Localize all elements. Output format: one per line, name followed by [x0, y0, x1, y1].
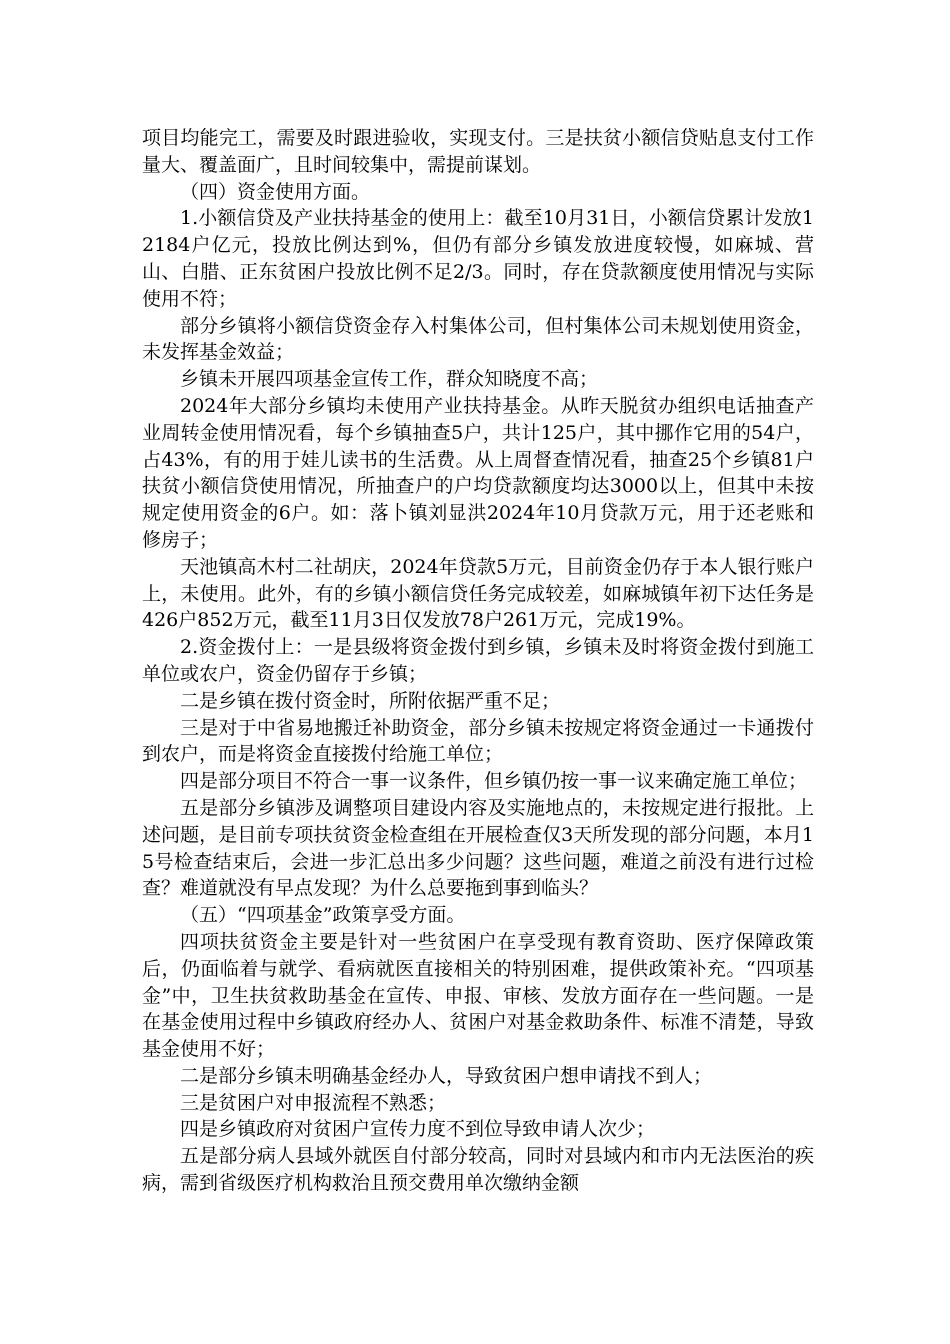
- body-paragraph: 乡镇未开展四项基金宣传工作，群众知晓度不高；: [180, 368, 599, 391]
- body-paragraph: 部分乡镇将小额信贷资金存入村集体公司，但村集体公司未规划使用资金，未发挥基金效益；: [142, 314, 814, 364]
- body-paragraph: 天池镇高木村二社胡庆，2024年贷款5万元，目前资金仍存于本人银行账户上，未使用。此外，有的乡镇小额信贷任务完成较差，如麻城镇年初下达任务是426户852万元，截至11月3日仅发放78户261万元，完成19%。: [142, 555, 814, 632]
- document-body: [142, 125, 814, 1197]
- body-paragraph: 二是部分乡镇未明确基金经办人，导致贫困户想申请找不到人；: [180, 1064, 713, 1087]
- body-paragraph: 四是乡镇政府对贫困户宣传力度不到位导致申请人次少；: [180, 1118, 656, 1141]
- body-paragraph: 1.小额信贷及产业扶持基金的使用上：截至10月31日，小额信贷累计发放12184户亿元，投放比例达到%，但仍有部分乡镇发放进度较慢，如麻城、营山、白腊、正东贫困户投放比例不足2/3。同时，存在贷款额度使用情况与实际使用不符；: [142, 207, 814, 310]
- body-paragraph: 项目均能完工，需要及时跟进验收，实现支付。三是扶贫小额信贷贴息支付工作量大、覆盖面广，且时间较集中，需提前谋划。: [142, 127, 814, 176]
- body-paragraph: 2.资金拨付上：一是县级将资金拨付到乡镇，乡镇未及时将资金拨付到施工单位或农户，资金仍留存于乡镇；: [142, 636, 814, 685]
- body-paragraph: （五）“四项基金”政策享受方面。: [180, 904, 466, 927]
- body-paragraph: 三是贫困户对申报流程不熟悉；: [180, 1091, 447, 1114]
- body-paragraph: 二是乡镇在拨付资金时，所附依据严重不足；: [180, 689, 561, 712]
- body-paragraph: 四是部分项目不符合一事一议条件，但乡镇仍按一事一议来确定施工单位；: [180, 770, 808, 793]
- body-paragraph: 三是对于中省易地搬迁补助资金，部分乡镇未按规定将资金通过一卡通拨付到农户，而是将资金直接拨付给施工单位；: [142, 716, 814, 766]
- body-paragraph: 五是部分病人县域外就医自付部分较高，同时对县域内和市内无法医治的疾病，需到省级医疗机构救治且预交费用单次缴纳金额: [142, 1145, 814, 1195]
- body-paragraph: （四）资金使用方面。: [180, 180, 371, 203]
- body-paragraph: 四项扶贫资金主要是针对一些贫困户在享受现有教育资助、医疗保障政策后，仍面临着与就学、看病就医直接相关的特别困难，提供政策补充。“四项基金”中，卫生扶贫救助基金在宣传、申报、审核、发放方面存在一些问题。一是在基金使用过程中乡镇政府经办人、贫困户对基金救助条件、标准不清楚，导致基金使用不好；: [142, 930, 814, 1061]
- body-paragraph: 五是部分乡镇涉及调整项目建设内容及实施地点的，未按规定进行报批。上述问题，是目前专项扶贫资金检查组在开展检查仅3天所发现的部分问题，本月15号检查结束后，会进一步汇总出多少问题？这些问题，难道之前没有进行过检查？难道就没有早点发现？为什么总要拖到事到临头？: [142, 796, 814, 900]
- body-paragraph: 2024年大部分乡镇均未使用产业扶持基金。从昨天脱贫办组织电话抽查产业周转金使用情况看，每个乡镇抽查5户，共计125户，其中挪作它用的54户，占43%，有的用于娃儿读书的生活费。从上周督查情况看，抽查25个乡镇81户扶贫小额信贷使用情况，所抽查户的户均贷款额度均达3000以上，但其中未按规定使用资金的6户。如：落卜镇刘显洪2024年10月贷款万元，用于还老账和修房子；: [142, 394, 814, 551]
